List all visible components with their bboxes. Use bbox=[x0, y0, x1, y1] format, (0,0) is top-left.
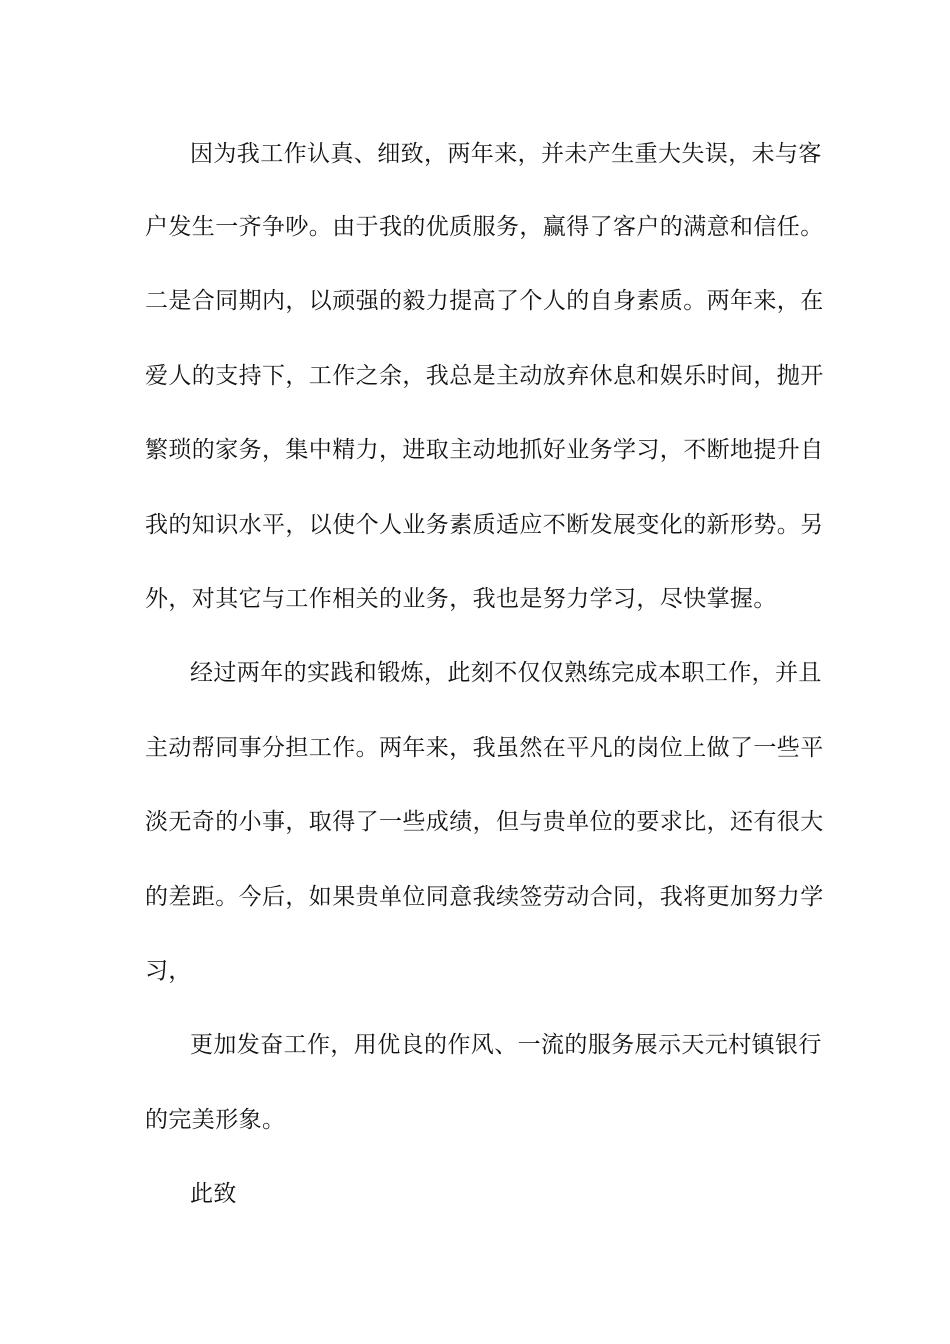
text-line: 更加发奋工作，用优良的作风、一流的服务展示天元村镇银行 bbox=[190, 1032, 822, 1058]
text-line: 习， bbox=[145, 958, 192, 984]
text-line: 主动帮同事分担工作。两年来，我虽然在平凡的岗位上做了一些平 bbox=[145, 735, 824, 761]
text-line: 淡无奇的小事，取得了一些成绩，但与贵单位的要求比，还有很大 bbox=[145, 809, 824, 835]
text-line: 二是合同期内，以顽强的毅力提高了个人的自身素质。两年来，在 bbox=[145, 288, 824, 314]
text-line: 繁琐的家务，集中精力，进取主动地抓好业务学习，不断地提升自 bbox=[145, 437, 824, 463]
text-line: 的完美形象。 bbox=[145, 1107, 286, 1133]
text-line: 户发生一齐争吵。由于我的优质服务，赢得了客户的满意和信任。 bbox=[145, 214, 824, 240]
text-line: 此致 bbox=[190, 1181, 237, 1207]
text-line: 我的知识水平，以使个人业务素质适应不断发展变化的新形势。另 bbox=[145, 512, 824, 538]
text-line: 因为我工作认真、细致，两年来，并未产生重大失误，未与客 bbox=[190, 141, 822, 167]
text-line: 外，对其它与工作相关的业务，我也是努力学习，尽快掌握。 bbox=[145, 586, 777, 612]
text-line: 经过两年的实践和锻炼，此刻不仅仅熟练完成本职工作，并且 bbox=[190, 660, 822, 686]
text-line: 的差距。今后，如果贵单位同意我续签劳动合同，我将更加努力学 bbox=[145, 884, 824, 910]
text-line: 爱人的支持下，工作之余，我总是主动放弃休息和娱乐时间，抛开 bbox=[145, 363, 824, 389]
